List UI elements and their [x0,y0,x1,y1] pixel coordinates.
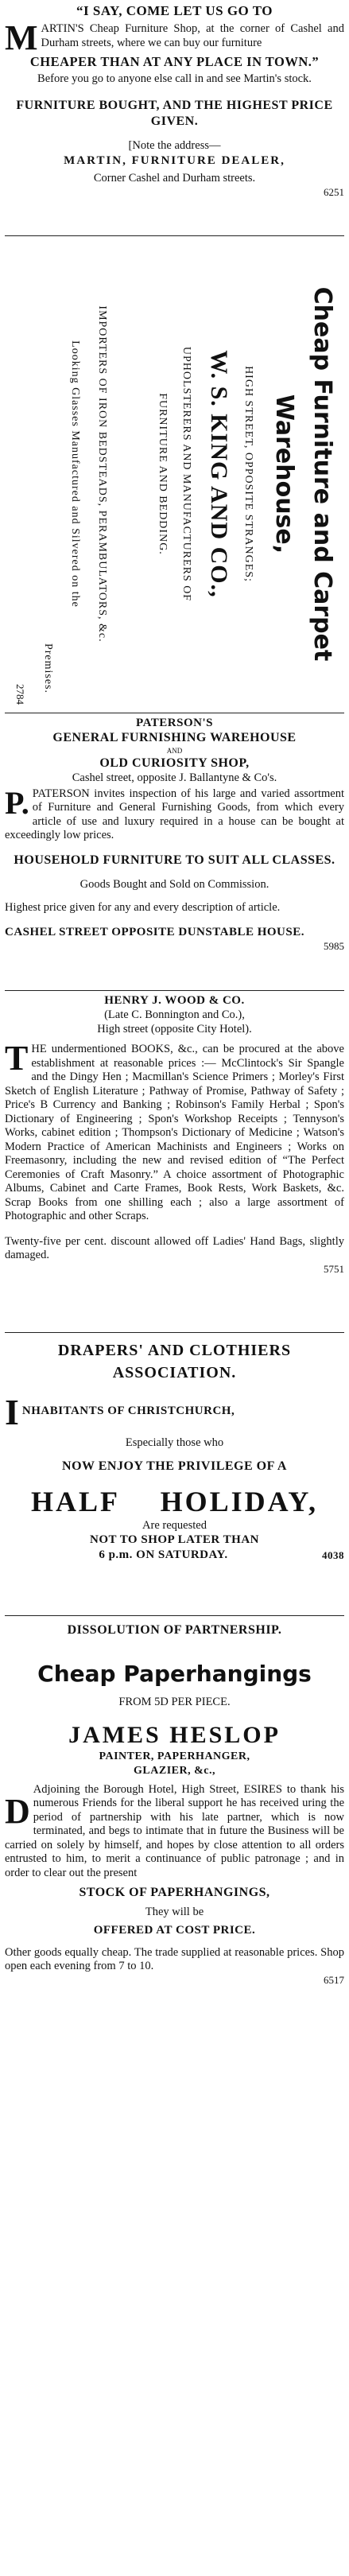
paterson-advertisement [5,716,344,953]
martin-intro-text: ARTIN'S Cheap Furniture Shop, at the corner of Cashel and Durham streets, where we can buy our furniture [41,22,344,49]
divider [5,1332,344,1333]
drapers-not-to-shop: NOT TO SHOP LATER THAN [89,1533,259,1546]
drapers-ref: 4038 [322,1549,344,1561]
martin-advertisement [5,3,344,199]
king-premises: Premises. [42,643,54,694]
heslop-offered: OFFERED AT COST PRICE. [93,1923,256,1937]
king-looking-glasses: Looking Glasses Manufactured and Silvered on the [69,340,81,608]
heslop-trade2: GLAZIER, &c., [134,1764,215,1777]
paterson-highest: Highest price given for any and every description of article. [5,901,281,914]
paterson-curiosity: OLD CURIOSITY SHOP, [99,756,250,770]
drapers-title: DRAPERS' AND CLOTHIERS ASSOCIATION. [57,1342,292,1381]
martin-intro [5,18,344,57]
paterson-warehouse: GENERAL FURNISHING WAREHOUSE [52,731,297,744]
heslop-trade1: PAINTER, PAPERHANGER, [99,1750,250,1762]
wood-title: HENRY J. WOOD & CO. [104,994,245,1007]
heslop-ref: 6517 [324,1973,344,1986]
drapers-dropcap: I [5,1392,19,1432]
heslop-will-be: They will be [145,1906,204,1918]
king-advertisement [5,239,344,709]
martin-before: Before you go to anyone else call in and see Martin's stock. [37,72,312,85]
king-headline: Cheap Furniture and Carpet [308,286,336,662]
martin-name-line: MARTIN, FURNITURE DEALER, [64,154,285,167]
wood-intro-text: HE undermentioned BOOKS, &c., can be procured at the above establishment at reasonable prices :— McClintock's Sir Spangle and the Dingy Hen ; Macmillan's Science Primers ; Morley's First Sketch of English Literature ; Pathway of Promise, Pathway of Safety ; Price's B Currency and Banking ; Robinson's Family Herbal ; Spon's Dictionary of Engineering ; Spon's Workshop Receipts ; Tennyson's Works, cabinet edition ; Thompson's Dictionary of Medicine ; Watson's Modern Practice of American Machinists and Engineers ; Works on Freemasonry, including the new and revised edition of “The Perfect Ceremonies of Craft Masonry.” A choice assortment of Photographic Albums, Cabinet and Carte Frames, Book Rests, Work Baskets, &c. Scrap Books from one shilling each ; also a large assortment of Photographic and other Scraps. [5,1043,344,1222]
paterson-goods: Goods Bought and Sold on Commission. [79,877,270,891]
divider [5,235,344,236]
heslop-dissolution: DISSOLUTION OF PARTNERSHIP. [67,1623,282,1637]
wood-sub2: High street (opposite City Hotel). [97,1022,252,1035]
king-upholsterers: UPHOLSTERERS AND MANUFACTURERS OF [180,346,192,602]
drapers-holiday: HOLIDAY, [160,1485,319,1517]
king-company: W. S. KING AND CO., [206,350,232,598]
paterson-and: AND [166,747,183,755]
martin-headline: “I SAY, COME LET US GO TO [76,3,273,18]
wood-discount: Twenty-five per cent. discount allowed off Ladies' Hand Bags, slightly damaged. [5,1234,344,1261]
paterson-ref: 5985 [324,939,344,952]
drapers-half-holiday [5,1486,344,1517]
king-importers: IMPORTERS OF IRON BEDSTEADS, PERAMBULATORS, &c. [96,305,108,643]
drapers-time-row [5,1548,344,1563]
paterson-intro [5,784,344,843]
heslop-other: Other goods equally cheap. The trade supplied at reasonable prices. Shop open each evening from 7 to 10. [5,1945,344,1972]
wood-ref: 5751 [324,1262,344,1275]
wood-sub1: (Late C. Bonnington and Co.), [104,1008,245,1021]
divider [5,1615,344,1616]
king-furniture: FURNITURE AND BEDDING. [157,393,169,555]
heslop-intro [5,1783,344,1881]
martin-furniture-bought: FURNITURE BOUGHT, AND THE HIGHEST PRICE GIVEN. [16,98,333,128]
heslop-intro-text: Adjoining the Borough Hotel, High Street, ESIRES to thank his numerous Friends for the liberal support he has received uring the period of partnership with his late partner, which is now terminated, and begs to intimate that in future the Business will be carried on solely by himself, and hopes by close attention to all orders entrusted to him, to merit a continuance of public patronage ; and in order to clear out the present [5,1782,344,1879]
heslop-name: JAMES HESLOP [68,1721,281,1748]
drapers-inhabitants-text: NHABITANTS OF CHRISTCHURCH, [21,1405,235,1417]
king-address: HIGH STREET, OPPOSITE STRANGES; [242,366,254,582]
drapers-advertisement [5,1339,344,1563]
paterson-address: Cashel street, opposite J. Ballantyne & Co's. [72,771,277,784]
paterson-dropcap: P. [5,784,29,821]
king-warehouse: Warehouse, [270,394,298,554]
wood-advertisement [5,993,344,1276]
martin-cheaper: CHEAPER THAN AT ANY PLACE IN TOWN.” [29,54,320,69]
martin-address: Corner Cashel and Durham streets. [93,172,256,185]
paterson-footer: CASHEL STREET OPPOSITE DUNSTABLE HOUSE. [5,925,304,938]
drapers-especially: Especially those who [125,1436,224,1449]
heslop-cheap: Cheap Paperhangings [37,1661,312,1687]
wood-dropcap: T [5,1039,29,1078]
drapers-now-enjoy: NOW ENJOY THE PRIVILEGE OF A [62,1459,287,1473]
martin-note: [Note the address— [128,138,221,152]
heslop-dropcap: D [5,1791,30,1831]
king-ref: 2784 [14,684,26,705]
paterson-household: HOUSEHOLD FURNITURE TO SUIT ALL CLASSES. [14,853,335,867]
drapers-half: HALF [30,1485,119,1517]
drapers-time: 6 p.m. ON SATURDAY. [99,1548,228,1561]
martin-dropcap: M [5,18,38,57]
wood-intro [5,1039,344,1224]
heslop-stock: STOCK OF PAPERHANGINGS, [79,1886,270,1899]
paterson-title: PATERSON'S [136,717,213,729]
heslop-from: FROM 5D PER PIECE. [118,1696,231,1708]
drapers-requested: Are requested [142,1518,207,1532]
divider [5,990,344,991]
martin-ref: 6251 [324,185,344,198]
heslop-advertisement [5,1622,344,1987]
paterson-intro-text: PATERSON invites inspection of his large and varied assortment of Furniture and General Furnishing Goods, from which every article of use and luxury required in a house can be bought at exceedingly low prices. [5,787,344,841]
drapers-inhabitants [5,1392,344,1432]
